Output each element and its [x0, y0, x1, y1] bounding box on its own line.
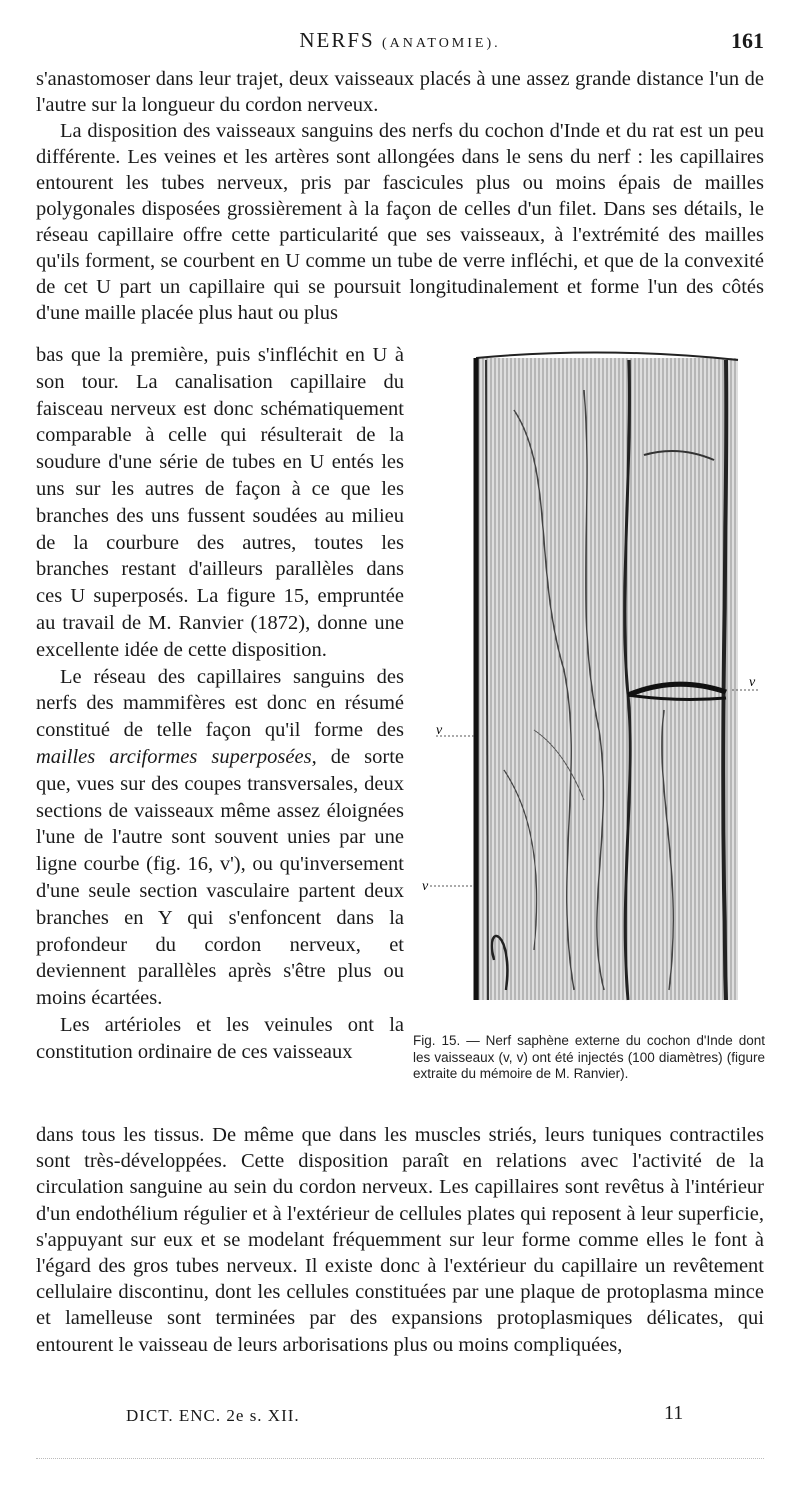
sheet-number: 11 [664, 1402, 684, 1424]
nerve-engraving [414, 350, 764, 1030]
page-footer [36, 1400, 764, 1430]
running-title-paren: (ANATOMIE). [381, 36, 501, 51]
figure-caption: Fig. 15. — Nerf saphène externe du cochon d'Inde dont les vaisseaux (v, v) ont été injectés (100 diamètres) (figure extraite du mémoire de M. Ranvier). [413, 1033, 765, 1081]
paragraph-3-end: , de sorte que, vues sur des coupes transversales, deux sections de vaisseaux même assez éloignées l'une de l'autre sont souvent unies par une ligne courbe (fig. 16, v'), ou qu'inversement d'une seule section vasculaire partent deux branches en Y qui s'enfoncent dans la profondeur du cordon nerveux, et deviennent parallèles après s'être plus ou moins écartées. [36, 745, 404, 1010]
body-text-top [36, 66, 764, 326]
paragraph-4-continued: dans tous les tissus. De même que dans les muscles striés, leurs tuniques contractiles sont très-développées. Cette disposition paraît en relations avec l'activité de la circulation sanguine au sein du cordon nerveux. Les capillaires sont revêtus à l'intérieur d'un endothélium régulier et à l'extérieur de cellules plates qui reposent à leur superficie, s'appuyant sur eux et se modelant fréquemment sur leur forme comme elles le font à l'égard des gros tubes nerveux. Il existe donc à l'extérieur du capillaire un revêtement cellulaire discontinu, dont les cellules constituées par une plaque de protoplasma mince et lamelleuse sont terminées par des expansions protoplasmiques délicates, qui entourent le vaisseau de leurs arborisations plus ou moins compliquées, [36, 1124, 764, 1356]
paragraph-3 [36, 664, 404, 1012]
paragraph-3-start: Le réseau des capillaires sanguins des nerfs des mammifères est donc en résumé constitué de telle façon qu'il forme des [36, 665, 404, 742]
label-v-left-bottom: v [422, 879, 429, 894]
paragraph-2-continued: bas que la première, puis s'infléchit en U à son tour. La canalisation capillaire du faisceau nerveux est donc schématiquement comparable à celle qui résulterait de la soudure d'une série de tubes en U entés les uns sur les autres de façon à ce que les branches des uns fussent soudées au milieu de la courbure des autres, toutes les branches restant d'ailleurs parallèles dans ces U superposés. La figure 15, empruntée au travail de M. Ranvier (1872), donne une excellente idée de cette disposition. [36, 344, 404, 661]
running-title [36, 28, 764, 53]
running-title-main: NERFS [299, 28, 375, 52]
page-number: 161 [731, 28, 764, 53]
body-text-narrow-column [36, 342, 404, 1066]
paragraph-2: La disposition des vaisseaux sanguins des nerfs du cochon d'Inde et du rat est un peu différente. Les veines et les artères sont allongées dans le sens du nerf : les capillaires entourent les tubes nerveux, pris par fascicules plus ou moins épais de mailles polygonales disposées grossièrement à la façon de celles d'un filet. Dans ses détails, le réseau capillaire offre cette particularité que ses vaisseaux, à l'extrémité des mailles qu'ils forment, se courbent en U comme un tube de verre infléchi, et que de la convexité de cet U part un capillaire qui se poursuit longitudinalement et forme l'un des côtés d'une maille placée plus haut ou plus [36, 120, 764, 324]
paragraph-4-start: Les artérioles et les veinules ont la constitution ordinaire de ces vaisseaux [36, 1013, 404, 1063]
paragraph-1: s'anastomoser dans leur trajet, deux vaisseaux placés à une assez grande distance l'un de l'autre sur la longueur du cordon nerveux. [36, 68, 764, 116]
figure-15-nerve-illustration [414, 350, 764, 1030]
label-v-left-top: v [436, 723, 443, 738]
paragraph-3-emphasis: mailles arciformes superposées [36, 745, 312, 768]
label-v-right: v [749, 675, 756, 690]
sheet-signature: DICT. ENC. 2e s. XII. [126, 1406, 300, 1425]
bottom-rule [36, 1458, 764, 1461]
running-header [36, 28, 764, 58]
body-text-bottom [36, 1122, 764, 1358]
